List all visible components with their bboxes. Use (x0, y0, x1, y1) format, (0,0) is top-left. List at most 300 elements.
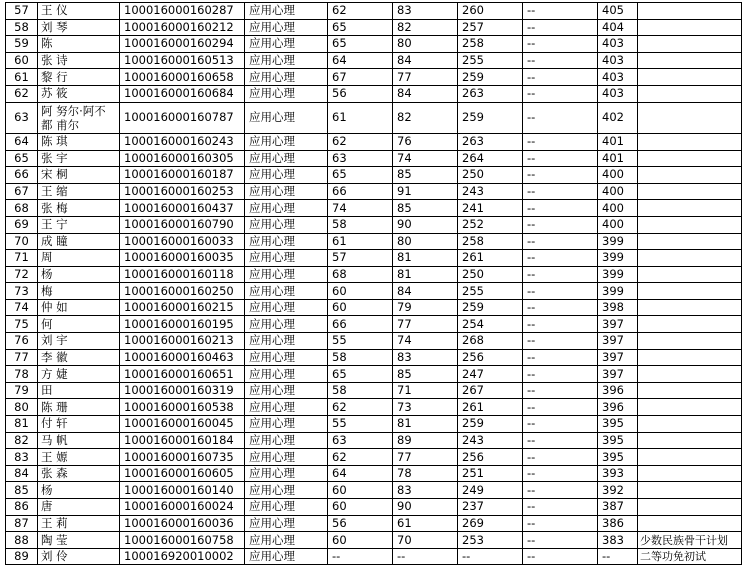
total-score-cell: 398 (598, 299, 638, 316)
score-3-cell: 259 (458, 416, 523, 433)
score-3-cell: 250 (458, 167, 523, 184)
exam-id-cell: 100016000160305 (120, 150, 245, 167)
major-cell: 应用心理 (245, 36, 328, 53)
total-score-cell: 396 (598, 399, 638, 416)
table-row (6, 416, 742, 433)
total-score-cell: 397 (598, 366, 638, 383)
score-1-cell: 58 (328, 382, 393, 399)
remark-cell (638, 85, 742, 102)
name-cell: 仲 如 (38, 299, 120, 316)
score-1-cell: 60 (328, 499, 393, 516)
rank-cell: 81 (6, 416, 38, 433)
major-cell: 应用心理 (245, 449, 328, 466)
total-score-cell: 399 (598, 233, 638, 250)
major-cell: 应用心理 (245, 382, 328, 399)
extra-score-cell: -- (523, 482, 598, 499)
remark-cell (638, 299, 742, 316)
major-cell: 应用心理 (245, 133, 328, 150)
score-1-cell: 62 (328, 399, 393, 416)
score-1-cell: 60 (328, 532, 393, 549)
rank-cell: 74 (6, 299, 38, 316)
exam-id-cell: 100016000160140 (120, 482, 245, 499)
score-2-cell: 78 (393, 465, 458, 482)
score-3-cell: 263 (458, 133, 523, 150)
score-1-cell: 60 (328, 482, 393, 499)
score-2-cell: 82 (393, 19, 458, 36)
exam-id-cell: 100016000160036 (120, 515, 245, 532)
total-score-cell: -- (598, 548, 638, 565)
exam-id-cell: 100016000160253 (120, 183, 245, 200)
remark-cell (638, 399, 742, 416)
exam-id-cell: 100016920010002 (120, 548, 245, 565)
major-cell: 应用心理 (245, 233, 328, 250)
major-cell: 应用心理 (245, 499, 328, 516)
name-cell: 王 仪 (38, 3, 120, 20)
rank-cell: 67 (6, 183, 38, 200)
remark-cell (638, 102, 742, 133)
rank-cell: 84 (6, 465, 38, 482)
exam-id-cell: 100016000160187 (120, 167, 245, 184)
extra-score-cell: -- (523, 69, 598, 86)
score-3-cell: 247 (458, 366, 523, 383)
remark-cell (638, 515, 742, 532)
exam-id-cell: 100016000160463 (120, 349, 245, 366)
rank-cell: 87 (6, 515, 38, 532)
rank-cell: 60 (6, 52, 38, 69)
exam-id-cell: 100016000160437 (120, 200, 245, 217)
rank-cell: 69 (6, 216, 38, 233)
score-3-cell: 256 (458, 449, 523, 466)
exam-id-cell: 100016000160538 (120, 399, 245, 416)
extra-score-cell: -- (523, 250, 598, 267)
score-2-cell: 83 (393, 3, 458, 20)
total-score-cell: 397 (598, 349, 638, 366)
name-cell: 宋 桐 (38, 167, 120, 184)
exam-id-cell: 100016000160319 (120, 382, 245, 399)
remark-cell (638, 465, 742, 482)
remark-cell (638, 183, 742, 200)
name-cell: 成 瞳 (38, 233, 120, 250)
table-row (6, 515, 742, 532)
extra-score-cell: -- (523, 216, 598, 233)
score-2-cell: 73 (393, 399, 458, 416)
name-cell: 方 婕 (38, 366, 120, 383)
score-1-cell: 64 (328, 52, 393, 69)
score-2-cell: 74 (393, 150, 458, 167)
extra-score-cell: -- (523, 233, 598, 250)
score-3-cell: 243 (458, 183, 523, 200)
table-row (6, 36, 742, 53)
extra-score-cell: -- (523, 19, 598, 36)
score-2-cell: 85 (393, 366, 458, 383)
score-3-cell: -- (458, 548, 523, 565)
total-score-cell: 399 (598, 283, 638, 300)
table-row (6, 69, 742, 86)
remark-cell (638, 250, 742, 267)
exam-id-cell: 100016000160024 (120, 499, 245, 516)
rank-cell: 76 (6, 333, 38, 350)
total-score-cell: 401 (598, 133, 638, 150)
total-score-cell: 400 (598, 183, 638, 200)
score-2-cell: 84 (393, 52, 458, 69)
exam-id-cell: 100016000160035 (120, 250, 245, 267)
table-row (6, 449, 742, 466)
score-2-cell: 91 (393, 183, 458, 200)
score-1-cell: 62 (328, 449, 393, 466)
score-2-cell: -- (393, 548, 458, 565)
rank-cell: 85 (6, 482, 38, 499)
extra-score-cell: -- (523, 3, 598, 20)
score-3-cell: 251 (458, 465, 523, 482)
table-row (6, 548, 742, 565)
exam-id-cell: 100016000160605 (120, 465, 245, 482)
extra-score-cell: -- (523, 102, 598, 133)
remark-cell (638, 499, 742, 516)
exam-id-cell: 100016000160758 (120, 532, 245, 549)
total-score-cell: 405 (598, 3, 638, 20)
extra-score-cell: -- (523, 499, 598, 516)
table-row (6, 266, 742, 283)
table-row (6, 167, 742, 184)
major-cell: 应用心理 (245, 482, 328, 499)
score-3-cell: 267 (458, 382, 523, 399)
score-2-cell: 74 (393, 333, 458, 350)
major-cell: 应用心理 (245, 283, 328, 300)
major-cell: 应用心理 (245, 250, 328, 267)
extra-score-cell: -- (523, 548, 598, 565)
remark-cell (638, 19, 742, 36)
major-cell: 应用心理 (245, 399, 328, 416)
table-row (6, 150, 742, 167)
score-1-cell: 55 (328, 333, 393, 350)
major-cell: 应用心理 (245, 299, 328, 316)
table-row (6, 283, 742, 300)
major-cell: 应用心理 (245, 333, 328, 350)
remark-cell (638, 52, 742, 69)
score-3-cell: 259 (458, 69, 523, 86)
score-2-cell: 81 (393, 416, 458, 433)
rank-cell: 71 (6, 250, 38, 267)
score-1-cell: 68 (328, 266, 393, 283)
exam-id-cell: 100016000160513 (120, 52, 245, 69)
remark-cell (638, 233, 742, 250)
score-3-cell: 254 (458, 316, 523, 333)
table-row (6, 85, 742, 102)
major-cell: 应用心理 (245, 102, 328, 133)
exam-id-cell: 100016000160287 (120, 3, 245, 20)
extra-score-cell: -- (523, 449, 598, 466)
total-score-cell: 392 (598, 482, 638, 499)
exam-id-cell: 100016000160735 (120, 449, 245, 466)
rank-cell: 86 (6, 499, 38, 516)
extra-score-cell: -- (523, 316, 598, 333)
major-cell: 应用心理 (245, 548, 328, 565)
major-cell: 应用心理 (245, 316, 328, 333)
score-2-cell: 85 (393, 167, 458, 184)
total-score-cell: 395 (598, 416, 638, 433)
total-score-cell: 403 (598, 85, 638, 102)
name-cell: 刘 伶 (38, 548, 120, 565)
remark-cell (638, 150, 742, 167)
score-1-cell: 55 (328, 416, 393, 433)
name-cell: 张 梅 (38, 200, 120, 217)
extra-score-cell: -- (523, 382, 598, 399)
name-cell: 张 宇 (38, 150, 120, 167)
name-cell: 陈 珊 (38, 399, 120, 416)
rank-cell: 75 (6, 316, 38, 333)
score-2-cell: 77 (393, 449, 458, 466)
rank-cell: 59 (6, 36, 38, 53)
remark-cell (638, 216, 742, 233)
rank-cell: 89 (6, 548, 38, 565)
extra-score-cell: -- (523, 167, 598, 184)
name-cell: 杨 (38, 482, 120, 499)
exam-id-cell: 100016000160215 (120, 299, 245, 316)
name-cell: 付 轩 (38, 416, 120, 433)
table-row (6, 382, 742, 399)
remark-cell (638, 382, 742, 399)
table-row (6, 299, 742, 316)
rank-cell: 63 (6, 102, 38, 133)
score-3-cell: 261 (458, 399, 523, 416)
score-3-cell: 249 (458, 482, 523, 499)
total-score-cell: 395 (598, 432, 638, 449)
rank-cell: 79 (6, 382, 38, 399)
exam-id-cell: 100016000160790 (120, 216, 245, 233)
major-cell: 应用心理 (245, 52, 328, 69)
table-row (6, 366, 742, 383)
score-2-cell: 82 (393, 102, 458, 133)
score-2-cell: 76 (393, 133, 458, 150)
remark-cell (638, 283, 742, 300)
extra-score-cell: -- (523, 266, 598, 283)
exam-id-cell: 100016000160294 (120, 36, 245, 53)
score-1-cell: -- (328, 548, 393, 565)
exam-id-cell: 100016000160033 (120, 233, 245, 250)
score-1-cell: 62 (328, 3, 393, 20)
admission-score-table (5, 2, 742, 565)
score-3-cell: 256 (458, 349, 523, 366)
score-2-cell: 81 (393, 250, 458, 267)
total-score-cell: 386 (598, 515, 638, 532)
exam-id-cell: 100016000160684 (120, 85, 245, 102)
remark-cell (638, 133, 742, 150)
name-cell: 陈 (38, 36, 120, 53)
extra-score-cell: -- (523, 515, 598, 532)
rank-cell: 80 (6, 399, 38, 416)
score-2-cell: 61 (393, 515, 458, 532)
rank-cell: 58 (6, 19, 38, 36)
total-score-cell: 399 (598, 266, 638, 283)
score-2-cell: 77 (393, 69, 458, 86)
score-1-cell: 60 (328, 283, 393, 300)
name-cell: 王 嫄 (38, 449, 120, 466)
major-cell: 应用心理 (245, 183, 328, 200)
exam-id-cell: 100016000160213 (120, 333, 245, 350)
table-row (6, 482, 742, 499)
rank-cell: 57 (6, 3, 38, 20)
score-2-cell: 83 (393, 349, 458, 366)
score-1-cell: 63 (328, 432, 393, 449)
name-cell: 田 (38, 382, 120, 399)
score-3-cell: 268 (458, 333, 523, 350)
table-row (6, 250, 742, 267)
total-score-cell: 403 (598, 52, 638, 69)
name-cell: 刘 宇 (38, 333, 120, 350)
extra-score-cell: -- (523, 333, 598, 350)
score-1-cell: 57 (328, 250, 393, 267)
extra-score-cell: -- (523, 85, 598, 102)
rank-cell: 61 (6, 69, 38, 86)
total-score-cell: 396 (598, 382, 638, 399)
name-cell: 杨 (38, 266, 120, 283)
name-cell: 陶 莹 (38, 532, 120, 549)
major-cell: 应用心理 (245, 3, 328, 20)
rank-cell: 77 (6, 349, 38, 366)
score-1-cell: 67 (328, 69, 393, 86)
major-cell: 应用心理 (245, 532, 328, 549)
extra-score-cell: -- (523, 133, 598, 150)
major-cell: 应用心理 (245, 266, 328, 283)
remark-cell (638, 200, 742, 217)
score-1-cell: 58 (328, 349, 393, 366)
exam-id-cell: 100016000160787 (120, 102, 245, 133)
major-cell: 应用心理 (245, 465, 328, 482)
table-row (6, 432, 742, 449)
score-3-cell: 250 (458, 266, 523, 283)
score-3-cell: 255 (458, 283, 523, 300)
score-3-cell: 243 (458, 432, 523, 449)
total-score-cell: 400 (598, 216, 638, 233)
rank-cell: 66 (6, 167, 38, 184)
score-3-cell: 263 (458, 85, 523, 102)
score-3-cell: 258 (458, 36, 523, 53)
table-row (6, 465, 742, 482)
major-cell: 应用心理 (245, 200, 328, 217)
extra-score-cell: -- (523, 183, 598, 200)
score-1-cell: 60 (328, 299, 393, 316)
name-cell: 阿 努尔·阿不都 甫尔 (38, 102, 120, 133)
score-3-cell: 259 (458, 102, 523, 133)
extra-score-cell: -- (523, 532, 598, 549)
name-cell: 王 莉 (38, 515, 120, 532)
remark-cell: 少数民族骨干计划 (638, 532, 742, 549)
rank-cell: 82 (6, 432, 38, 449)
score-2-cell: 90 (393, 216, 458, 233)
remark-cell (638, 482, 742, 499)
score-1-cell: 58 (328, 216, 393, 233)
score-2-cell: 79 (393, 299, 458, 316)
total-score-cell: 400 (598, 167, 638, 184)
remark-cell (638, 432, 742, 449)
score-3-cell: 237 (458, 499, 523, 516)
rank-cell: 68 (6, 200, 38, 217)
name-cell: 唐 (38, 499, 120, 516)
total-score-cell: 393 (598, 465, 638, 482)
score-3-cell: 269 (458, 515, 523, 532)
score-1-cell: 62 (328, 133, 393, 150)
total-score-cell: 399 (598, 250, 638, 267)
total-score-cell: 397 (598, 316, 638, 333)
score-1-cell: 61 (328, 233, 393, 250)
remark-cell (638, 36, 742, 53)
rank-cell: 78 (6, 366, 38, 383)
rank-cell: 83 (6, 449, 38, 466)
score-1-cell: 65 (328, 36, 393, 53)
major-cell: 应用心理 (245, 167, 328, 184)
extra-score-cell: -- (523, 416, 598, 433)
extra-score-cell: -- (523, 283, 598, 300)
score-2-cell: 70 (393, 532, 458, 549)
extra-score-cell: -- (523, 432, 598, 449)
score-3-cell: 241 (458, 200, 523, 217)
rank-cell: 65 (6, 150, 38, 167)
table-row (6, 133, 742, 150)
table-body (6, 3, 742, 565)
name-cell: 黎 行 (38, 69, 120, 86)
name-cell: 梅 (38, 283, 120, 300)
table-row (6, 349, 742, 366)
remark-cell (638, 333, 742, 350)
remark-cell (638, 349, 742, 366)
rank-cell: 73 (6, 283, 38, 300)
exam-id-cell: 100016000160195 (120, 316, 245, 333)
extra-score-cell: -- (523, 366, 598, 383)
table-row (6, 19, 742, 36)
rank-cell: 62 (6, 85, 38, 102)
major-cell: 应用心理 (245, 416, 328, 433)
major-cell: 应用心理 (245, 69, 328, 86)
exam-id-cell: 100016000160212 (120, 19, 245, 36)
score-2-cell: 80 (393, 233, 458, 250)
score-1-cell: 65 (328, 366, 393, 383)
score-2-cell: 84 (393, 85, 458, 102)
score-1-cell: 74 (328, 200, 393, 217)
name-cell: 王 缩 (38, 183, 120, 200)
total-score-cell: 400 (598, 200, 638, 217)
major-cell: 应用心理 (245, 85, 328, 102)
table-row (6, 52, 742, 69)
extra-score-cell: -- (523, 200, 598, 217)
table-row (6, 399, 742, 416)
score-1-cell: 66 (328, 183, 393, 200)
table-row (6, 216, 742, 233)
name-cell: 张 诗 (38, 52, 120, 69)
name-cell: 马 帆 (38, 432, 120, 449)
score-3-cell: 253 (458, 532, 523, 549)
major-cell: 应用心理 (245, 366, 328, 383)
extra-score-cell: -- (523, 349, 598, 366)
total-score-cell: 402 (598, 102, 638, 133)
exam-id-cell: 100016000160243 (120, 133, 245, 150)
extra-score-cell: -- (523, 52, 598, 69)
rank-cell: 70 (6, 233, 38, 250)
major-cell: 应用心理 (245, 432, 328, 449)
score-3-cell: 261 (458, 250, 523, 267)
major-cell: 应用心理 (245, 349, 328, 366)
exam-id-cell: 100016000160250 (120, 283, 245, 300)
exam-id-cell: 100016000160658 (120, 69, 245, 86)
major-cell: 应用心理 (245, 19, 328, 36)
score-1-cell: 66 (328, 316, 393, 333)
name-cell: 刘 琴 (38, 19, 120, 36)
name-cell: 苏 筱 (38, 85, 120, 102)
total-score-cell: 401 (598, 150, 638, 167)
score-1-cell: 65 (328, 167, 393, 184)
table-row (6, 532, 742, 549)
name-cell: 张 森 (38, 465, 120, 482)
remark-cell (638, 366, 742, 383)
